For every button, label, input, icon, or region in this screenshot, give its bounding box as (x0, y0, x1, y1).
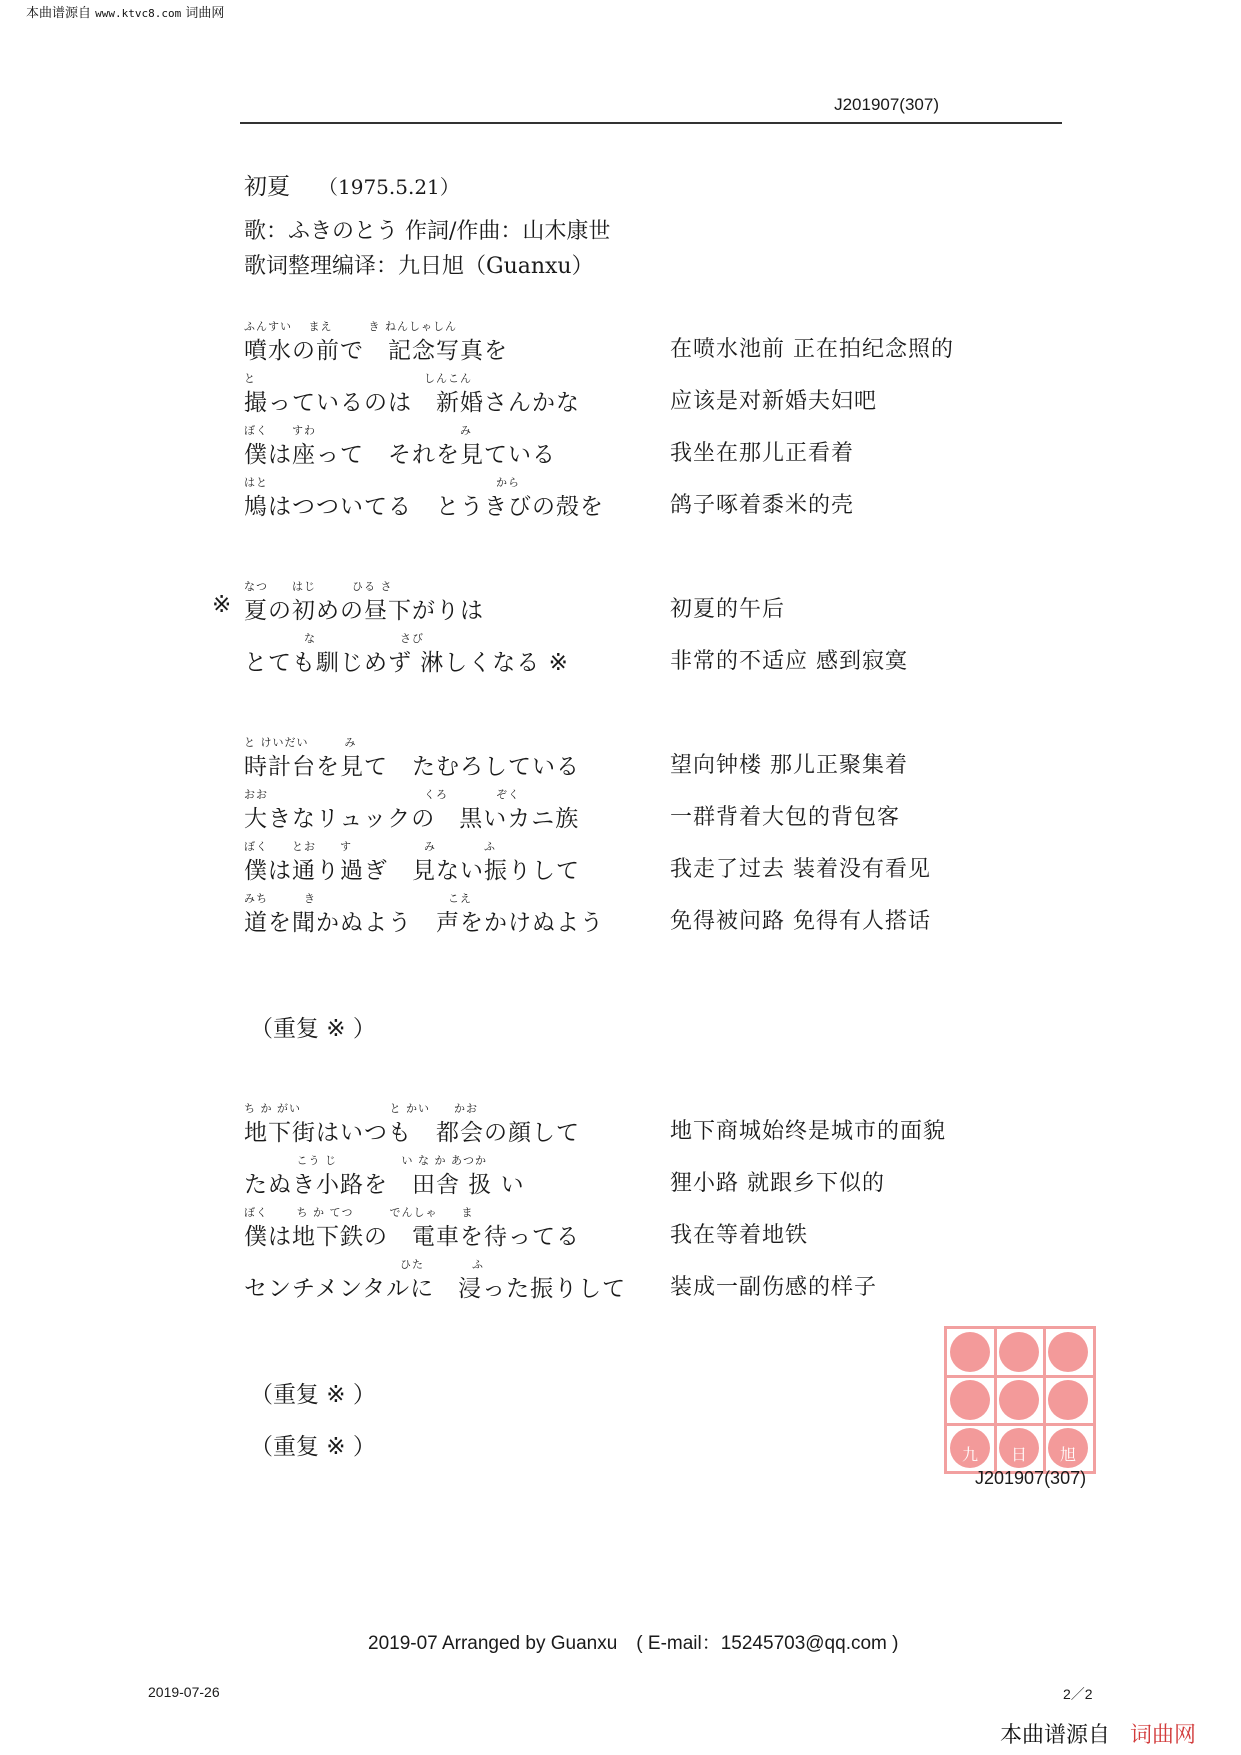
doc-code-bottom: J201907(307) (975, 1468, 1087, 1488)
japanese-lyric: たぬき小路を 田舎 扱 い (244, 1172, 525, 1198)
lyric-line (0, 318, 1241, 368)
chinese-translation: 地下商城始终是城市的面貌 (670, 1119, 947, 1144)
stamp-dot (950, 1380, 990, 1420)
furigana: と しんこん (244, 372, 472, 385)
lyric-line (0, 890, 1241, 940)
japanese-lyric: とても馴じめず 淋しくなる ※ (244, 650, 569, 676)
stamp-char: 九 (962, 1445, 979, 1464)
chinese-translation: 望向钟楼 那儿正聚集着 (670, 753, 908, 778)
stamp-grid-line (1043, 1329, 1046, 1471)
lyric-line (0, 474, 1241, 524)
stamp-dot (950, 1332, 990, 1372)
chinese-translation: 我走了过去 装着没有看见 (670, 857, 931, 882)
title-block (244, 168, 460, 201)
top-watermark (26, 2, 224, 21)
stamp-grid-line (994, 1329, 997, 1471)
stamp-char: 旭 (1060, 1445, 1077, 1464)
furigana: おお くろ ぞく (244, 788, 520, 801)
lyric-line (0, 1152, 1241, 1202)
stamp-dot (1048, 1332, 1088, 1372)
lyric-line (0, 734, 1241, 784)
furigana: ち か がい と かい かお (244, 1102, 478, 1115)
furigana: ぼく ち か てつ でんしゃ ま (244, 1206, 474, 1219)
japanese-lyric: 地下街はいつも 都会の顔して (244, 1120, 580, 1146)
chinese-translation: 我在等着地铁 (670, 1223, 809, 1248)
japanese-lyric: 僕は通り過ぎ 見ない振りして (244, 858, 580, 884)
japanese-lyric: 時計台を見て たむろしている (244, 754, 580, 780)
chinese-translation: 一群背着大包的背包客 (670, 805, 901, 830)
furigana: ぼく とお す み ふ (244, 840, 496, 853)
footer-date: 2019-07-26 (148, 1684, 220, 1700)
song-title: 初夏 (244, 174, 290, 200)
lyric-line (0, 838, 1241, 888)
lyric-line (0, 630, 1241, 680)
chinese-translation: 我坐在那儿正看着 (670, 441, 855, 466)
chinese-translation: 免得被问路 免得有人搭话 (670, 909, 931, 934)
furigana: な さび (244, 632, 424, 645)
watermark-url: www.ktvc8.com (95, 7, 182, 20)
seal-stamp (944, 1326, 1096, 1474)
stamp-grid-line (947, 1423, 1093, 1426)
chinese-translation: 鸽子啄着黍米的壳 (670, 493, 855, 518)
watermark-source-label: 本曲谱源自 (26, 6, 92, 21)
chinese-translation: 应该是对新婚夫妇吧 (670, 389, 878, 414)
japanese-lyric: 撮っているのは 新婚さんかな (244, 390, 580, 416)
bottom-watermark (1000, 1718, 1196, 1749)
repeat-chorus-note: （重复 ※ ） (250, 1016, 376, 1042)
chorus-mark: ※ (212, 592, 232, 618)
japanese-lyric: 夏の初めの昼下がりは (244, 598, 484, 624)
watermark-site-name: 词曲网 (1130, 1723, 1197, 1748)
japanese-lyric: 大きなリュックの 黒いカニ族 (244, 806, 580, 832)
chinese-translation: 初夏的午后 (670, 597, 786, 622)
furigana: ふんすい まえ き ねんしゃしん (244, 320, 457, 333)
repeat-chorus-note: （重复 ※ ） (250, 1434, 376, 1460)
furigana: なつ はじ ひる さ (244, 580, 393, 593)
lyric-line (0, 1100, 1241, 1150)
lyric-line (0, 1204, 1241, 1254)
furigana: と けいだい み (244, 736, 357, 749)
header-rule (240, 122, 1062, 124)
repeat-chorus-note: （重复 ※ ） (250, 1382, 376, 1408)
watermark-source-label: 本曲谱源自 (1000, 1723, 1111, 1748)
japanese-lyric: 僕は座って それを見ている (244, 442, 556, 468)
chinese-translation: 非常的不适应 感到寂寞 (670, 649, 908, 674)
song-date: （1975.5.21） (318, 175, 460, 199)
lyric-line (0, 1256, 1241, 1306)
chinese-translation: 狸小路 就跟乡下似的 (670, 1171, 885, 1196)
japanese-lyric: 道を聞かぬよう 声をかけぬよう (244, 910, 604, 936)
japanese-lyric: 僕は地下鉄の 電車を待ってる (244, 1224, 580, 1250)
furigana: こう じ い な か あつか (244, 1154, 487, 1167)
furigana: みち き こえ (244, 892, 472, 905)
lyric-line (0, 786, 1241, 836)
furigana: ひた ふ (244, 1258, 484, 1271)
stamp-grid-line (947, 1375, 1093, 1378)
chinese-translation: 在喷水池前 正在拍纪念照的 (670, 337, 954, 362)
watermark-site-name: 词曲网 (185, 6, 225, 21)
stamp-char: 日 (1011, 1445, 1028, 1464)
furigana: はと から (244, 476, 520, 489)
stamp-dot (999, 1332, 1039, 1372)
lyric-line (0, 578, 1241, 628)
footer-credit: 2019-07 Arranged by Guanxu ( E-mail：15245703@qq.com ) (368, 1633, 899, 1654)
song-credits: 歌：ふきのとう 作詞/作曲：山木康世 (244, 219, 611, 244)
japanese-lyric: センチメンタルに 浸った振りして (244, 1276, 627, 1302)
stamp-dot (1048, 1380, 1088, 1420)
chinese-translation: 装成一副伤感的样子 (670, 1275, 878, 1300)
page-number: 2／2 (1063, 1686, 1093, 1702)
stamp-dot (999, 1380, 1039, 1420)
japanese-lyric: 鳩はつついてる とうきびの殻を (244, 494, 604, 520)
doc-code-top: J201907(307) (834, 95, 939, 114)
lyric-line (0, 370, 1241, 420)
japanese-lyric: 噴水の前で 記念写真を (244, 338, 508, 364)
arranger-line: 歌词整理编译：九日旭（Guanxu） (244, 254, 594, 279)
lyric-line (0, 422, 1241, 472)
furigana: ぼく すわ み (244, 424, 472, 437)
